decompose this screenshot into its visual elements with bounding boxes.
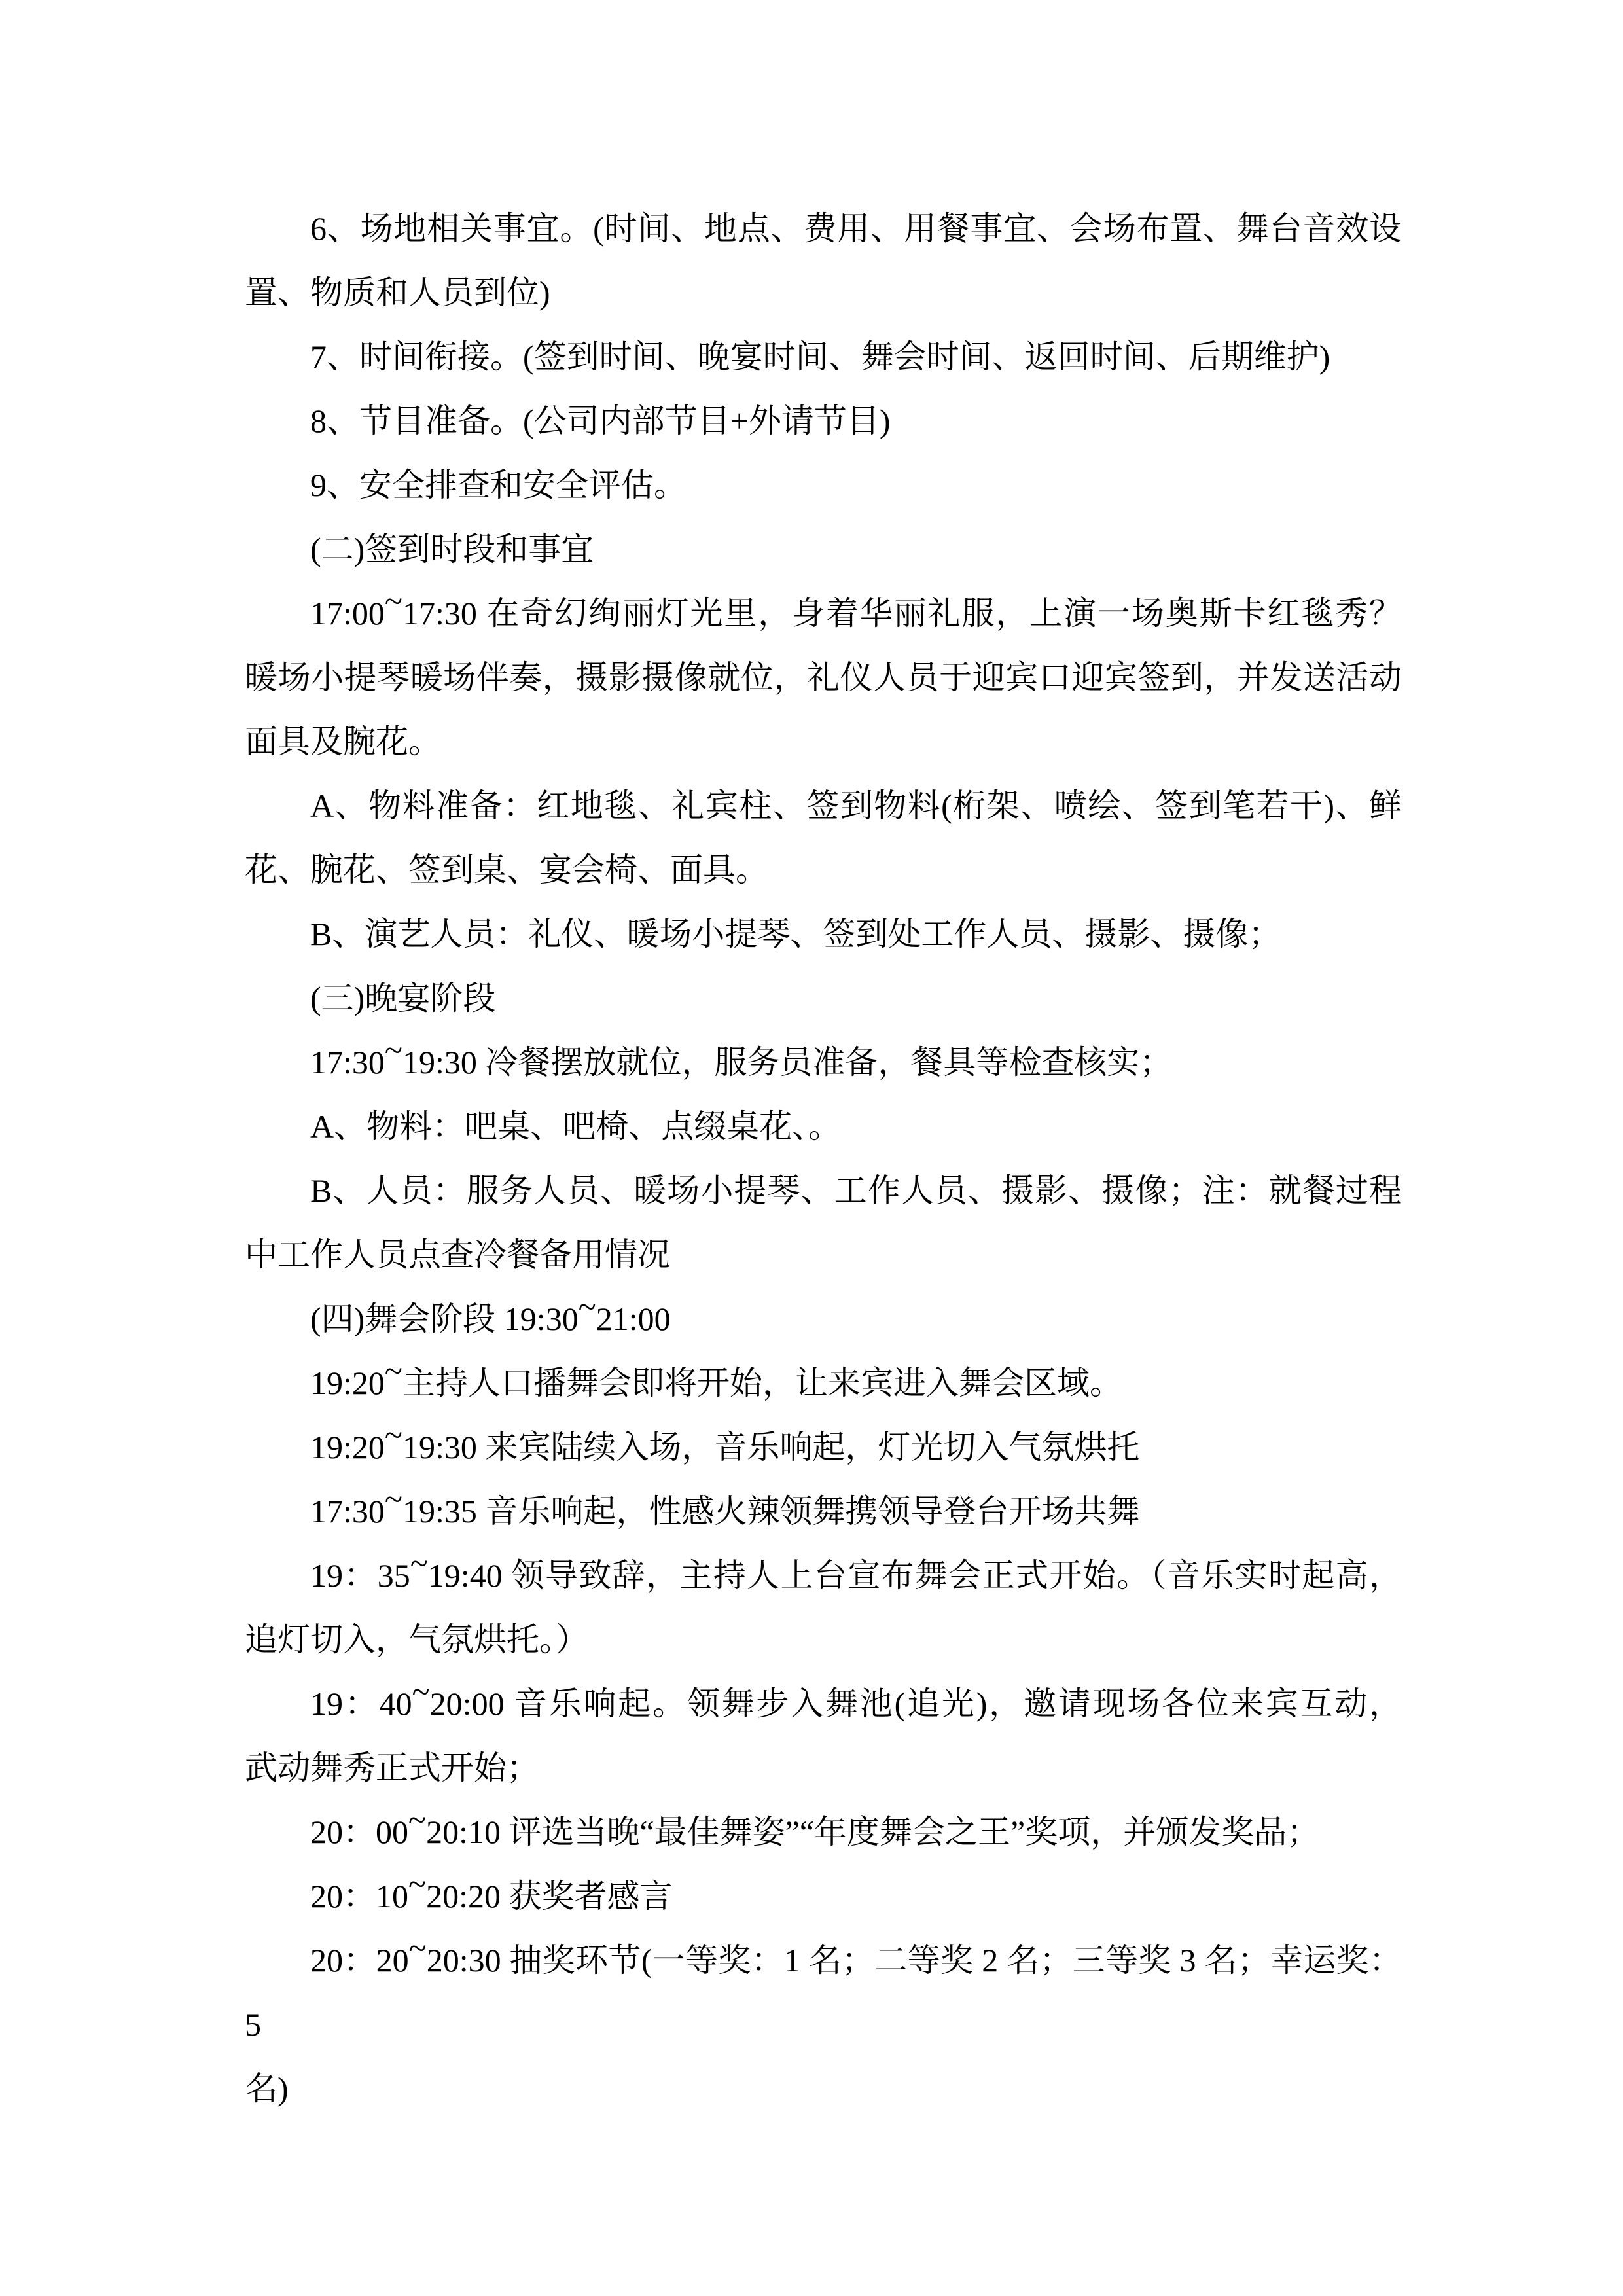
text-line: 花、腕花、签到桌、宴会椅、面具。 bbox=[245, 852, 768, 888]
text-line: 20：10~20:20 获奖者感言 bbox=[310, 1865, 673, 1914]
text-line: 8、节目准备。(公司内部节目+外请节目) bbox=[310, 403, 891, 439]
text-line: 17:30~19:35 音乐响起，性感火辣领舞携领导登台开场共舞 bbox=[310, 1480, 1140, 1530]
text-line: 20：00~20:10 评选当晚“最佳舞姿”“年度舞会之王”奖项，并颁发奖品； bbox=[310, 1801, 1320, 1850]
text-line: 武动舞秀正式开始； bbox=[245, 1749, 539, 1786]
tilde-glyph: ~ bbox=[384, 1416, 402, 1453]
tilde-glyph: ~ bbox=[408, 1865, 427, 1902]
document-body bbox=[245, 196, 1402, 2121]
text-line: 中工作人员点查冷餐备用情况 bbox=[245, 1236, 670, 1273]
text-line: (三)晚宴阶段 bbox=[310, 980, 496, 1016]
tilde-glyph: ~ bbox=[384, 1480, 402, 1517]
text-line: 20：20~20:30 抽奖环节(一等奖：1 名；二等奖 2 名；三等奖 3 名；幸运奖：5 bbox=[245, 1929, 1402, 2043]
text-line: 19：35~19:40 领导致辞，主持人上台宣布舞会正式开始。（音乐实时起高， bbox=[310, 1545, 1402, 1594]
tilde-glyph: ~ bbox=[384, 1031, 402, 1068]
text-line: 19:20~19:30 来宾陆续入场，音乐响起，灯光切入气氛烘托 bbox=[310, 1416, 1140, 1465]
text-line: A、物料准备：红地毯、礼宾柱、签到物料(桁架、喷绘、签到笔若干)、鲜 bbox=[310, 787, 1402, 824]
text-line: (二)签到时段和事宜 bbox=[310, 531, 594, 567]
tilde-glyph: ~ bbox=[578, 1288, 596, 1325]
text-line: 17:30~19:30 冷餐摆放就位，服务员准备，餐具等检查核实； bbox=[310, 1031, 1173, 1081]
text-line: 7、时间衔接。(签到时间、晚宴时间、舞会时间、返回时间、后期维护) bbox=[310, 338, 1330, 375]
tilde-glyph: ~ bbox=[384, 583, 402, 619]
text-line: A、物料：吧桌、吧椅、点缀桌花、。 bbox=[310, 1108, 842, 1145]
text-line: 19：40~20:00 音乐响起。领舞步入舞池(追光)，邀请现场各位来宾互动， bbox=[310, 1673, 1402, 1722]
text-line: (四)舞会阶段 19:30~21:00 bbox=[310, 1288, 671, 1337]
text-line: 置、物质和人员到位) bbox=[245, 274, 550, 311]
text-line: 19:20~主持人口播舞会即将开始，让来宾进入舞会区域。 bbox=[310, 1352, 1122, 1401]
text-line: 9、安全排查和安全评估。 bbox=[310, 467, 687, 503]
tilde-glyph: ~ bbox=[408, 1929, 427, 1966]
text-line: B、人员：服务人员、暖场小提琴、工作人员、摄影、摄像；注：就餐过程 bbox=[310, 1172, 1402, 1209]
text-line: 暖场小提琴暖场伴奏，摄影摄像就位，礼仪人员于迎宾口迎宾签到，并发送活动 bbox=[245, 659, 1402, 696]
tilde-glyph: ~ bbox=[410, 1545, 428, 1581]
text-line: 面具及腕花。 bbox=[245, 723, 441, 760]
tilde-glyph: ~ bbox=[408, 1801, 427, 1838]
tilde-glyph: ~ bbox=[384, 1352, 402, 1389]
text-line: 追灯切入，气氛烘托。） bbox=[245, 1621, 588, 1658]
text-line: 17:00~17:30 在奇幻绚丽灯光里，身着华丽礼服，上演一场奥斯卡红毯秀？ bbox=[310, 583, 1402, 632]
text-line: 6、场地相关事宜。(时间、地点、费用、用餐事宜、会场布置、舞台音效设 bbox=[310, 210, 1402, 247]
text-line: B、演艺人员：礼仪、暖场小提琴、签到处工作人员、摄影、摄像； bbox=[310, 916, 1281, 952]
tilde-glyph: ~ bbox=[412, 1673, 430, 1710]
text-line: 名) bbox=[245, 2070, 289, 2107]
